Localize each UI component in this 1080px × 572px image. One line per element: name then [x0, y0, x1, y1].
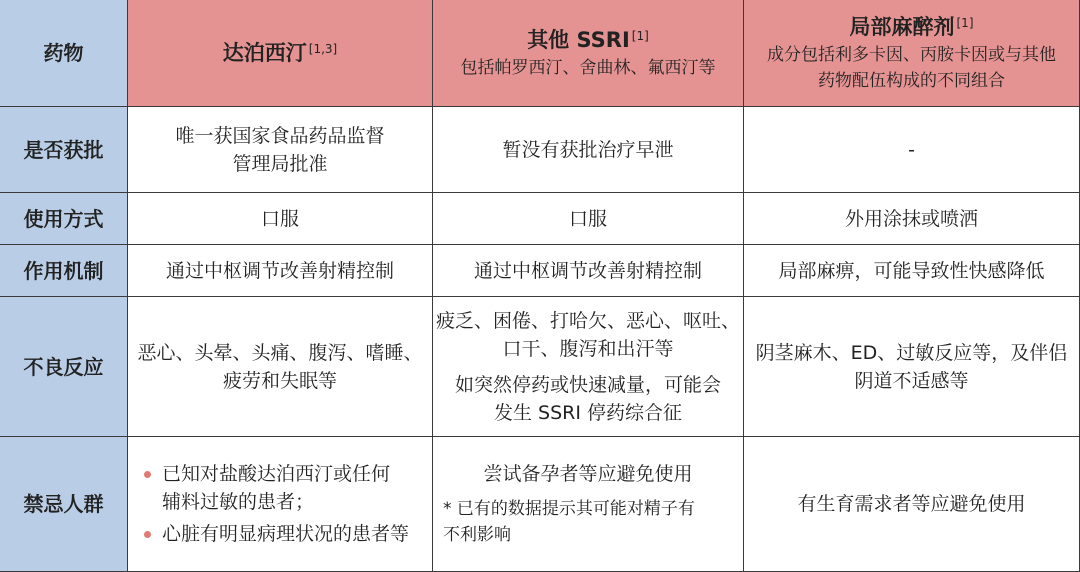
cell-usage-dapoxetine: 口服 — [128, 193, 433, 245]
cell-approval-dapoxetine: 唯一获国家食品药品监督 管理局批准 — [128, 107, 433, 193]
col-ref: [1] — [631, 29, 649, 43]
cell-adverse-dapoxetine: 恶心、头晕、头痛、腹泻、嗜睡、 疲劳和失眠等 — [128, 297, 433, 437]
col-header-ssri — [433, 0, 744, 107]
row-header-approval: 是否获批 — [0, 107, 128, 193]
bullet-icon — [144, 531, 151, 538]
col-subtitle: 包括帕罗西汀、舍曲林、氟西汀等 — [460, 58, 716, 78]
bullet-icon — [144, 471, 151, 478]
list-item: 心脏有明显病理状况的患者等 — [144, 520, 409, 548]
col-title: 达泊西汀 — [222, 41, 307, 65]
cell-adverse-ssri: 疲乏、困倦、打哈欠、恶心、呕吐、 口干、腹泻和出汗等 如突然停药或快速减量，可能会 发生 SSRI 停药综合征 — [433, 297, 744, 437]
col-ref: [1] — [956, 16, 974, 30]
bullet-list — [128, 456, 409, 552]
cell-mechanism-anesthetic: 局部麻痹，可能导致性快感降低 — [744, 245, 1080, 297]
footnote: * 已有的数据提示其可能对精子有 不利影响 — [443, 499, 695, 545]
cell-usage-ssri: 口服 — [433, 193, 744, 245]
cell-contra-anesthetic: 有生育需求者等应避免使用 — [744, 437, 1080, 572]
cell-usage-anesthetic: 外用涂抹或喷洒 — [744, 193, 1080, 245]
cell-contra-dapoxetine — [128, 437, 433, 572]
cell-mechanism-dapoxetine: 通过中枢调节改善射精控制 — [128, 245, 433, 297]
col-ref: [1,3] — [308, 42, 338, 56]
row-header-contraindications: 禁忌人群 — [0, 437, 128, 572]
corner-header — [0, 0, 128, 107]
cell-adverse-anesthetic: 阴茎麻木、ED、过敏反应等，及伴侣 阴道不适感等 — [744, 297, 1080, 437]
cell-approval-anesthetic: - — [744, 107, 1080, 193]
corner-label: 药物 — [43, 41, 84, 65]
cell-contra-ssri: 尝试备孕者等应避免使用 * 已有的数据提示其可能对精子有 不利影响 — [433, 437, 744, 572]
col-subtitle-line: 成分包括利多卡因、丙胺卡因或与其他 — [767, 45, 1056, 65]
row-header-mechanism: 作用机制 — [0, 245, 128, 297]
cell-mechanism-ssri: 通过中枢调节改善射精控制 — [433, 245, 744, 297]
row-header-usage: 使用方式 — [0, 193, 128, 245]
col-header-dapoxetine — [128, 0, 433, 107]
col-header-anesthetic — [744, 0, 1080, 107]
col-subtitle-line: 药物配伍构成的不同组合 — [818, 71, 1005, 91]
list-item: 已知对盐酸达泊西汀或任何 辅料过敏的患者； — [144, 460, 409, 516]
col-title: 局部麻醉剂 — [849, 15, 955, 39]
col-title: 其他 SSRI — [527, 28, 630, 52]
row-header-adverse: 不良反应 — [0, 297, 128, 437]
cell-approval-ssri: 暂没有获批治疗早泄 — [433, 107, 744, 193]
